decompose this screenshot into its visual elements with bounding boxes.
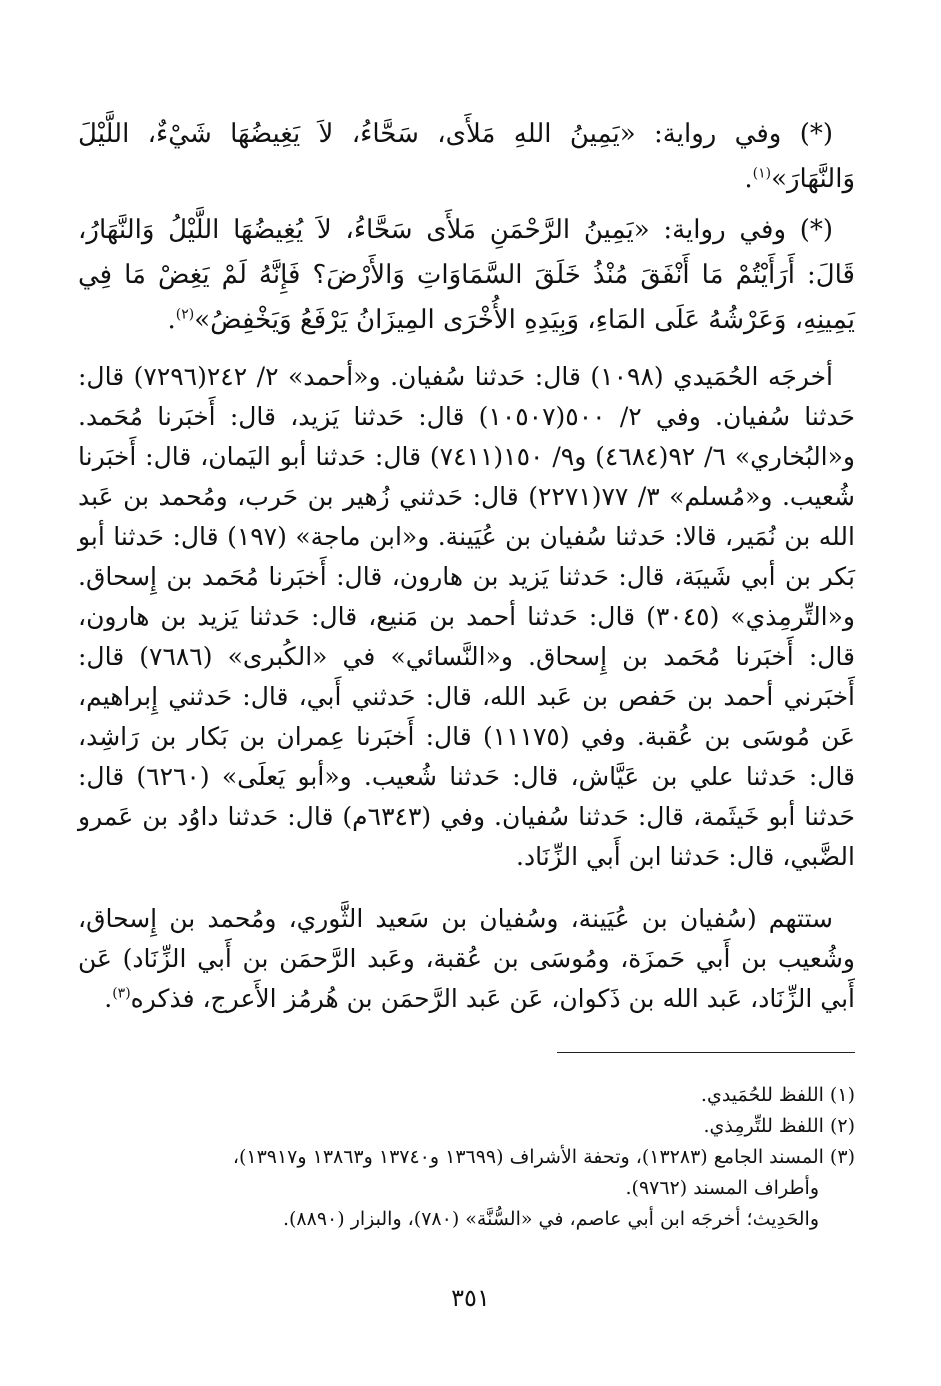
footnote-ref-3: (٣) [112, 985, 131, 1002]
narration-1: (*) وفي رواية: «يَمِينُ اللهِ مَلأَى، سَحَّاءُ، لاَ يَغِيضُهَا شَيْءٌ، اللَّيْلَ وَالنَّهَارَ»$^{(١)}$. [78, 119, 855, 194]
narration-2: (*) وفي رواية: «يَمِينُ الرَّحْمَنِ مَلأَى سَحَّاءُ، لاَ يُغِيضُهَا اللَّيْلُ وَالنَّهَارُ، قَالَ: أَرَأَيْتُمْ مَا أَنْفَقَ مُنْذُ خَلَقَ السَّمَاوَاتِ وَالأَرْضَ؟ فَإِنَّهُ لَمْ يَغِضْ مَا فِي يَمِينِهِ، وَعَرْشُهُ عَلَى المَاءِ، وَبِيَدِهِ الأُخْرَى المِيزَانُ يَرْفَعُ وَيَخْفِضُ»$^{(٢)}$. [78, 215, 855, 335]
narration-1-text: (*) وفي رواية: «يَمِينُ اللهِ مَلأَى، سَحَّاءُ، لاَ يَغِيضُهَا شَيْءٌ، اللَّيْلَ وَالنَّهَارَ» [78, 119, 855, 194]
footnote-separator [557, 1052, 855, 1053]
page-number: ٣٥١ [451, 1284, 490, 1312]
main-text [78, 112, 855, 1019]
isnad-summary-text: ستتهم (سُفيان بن عُيَينة، وسُفيان بن سَعيد الثَّوري، ومُحمد بن إِسحاق، وشُعيب بن أَبي حَمزَة، ومُوسَى بن عُقبة، وعَبد الرَّحمَن بن أَبي الزِّنَاد) عَن أَبي الزِّنَاد، عَبد الله بن ذَكوان، عَن عَبد الرَّحمَن بن هُرمُز الأَعرج، فذكره [78, 904, 855, 1013]
takhrij-paragraph: أخرجَه الحُمَيدي (١٠٩٨) قال: حَدثنا سُفيان. و«أحمد» ٢/ ٢٤٢(٧٢٩٦) قال: حَدثنا سُفيان. وفي ٢/ ٥٠٠(١٠٥٠٧) قال: حَدثنا يَزيد، قال: أَخبَرنا مُحَمد. و«البُخاري» ٦/ ٩٢(٤٦٨٤) و٩/ ١٥٠(٧٤١١) قال: حَدثنا أبو اليَمان، قال: أَخبَرنا شُعيب. و«مُسلم» ٣/ ٧٧(٢٢٧١) قال: حَدثني زُهير بن حَرب، ومُحمد بن عَبد الله بن نُمَير، قالا: حَدثنا سُفيان بن عُيَينة. و«ابن ماجة» (١٩٧) قال: حَدثنا أبو بَكر بن أبي شَيبَة، قال: حَدثنا يَزيد بن هارون، قال: أَخبَرنا مُحَمد بن إِسحاق. و«التِّرمِذي» (٣٠٤٥) قال: حَدثنا أحمد بن مَنيع، قال: حَدثنا يَزيد بن هارون، قال: أَخبَرنا مُحَمد بن إِسحاق. و«النَّسائي» في «الكُبرى» (٧٦٨٦) قال: أَخبَرني أحمد بن حَفص بن عَبد الله، قال: حَدثني أَبي، قال: حَدثني إِبراهيم، عَن مُوسَى بن عُقبة. وفي (١١١٧٥) قال: أَخبَرنا عِمران بن بَكار بن رَاشِد، قال: حَدثنا علي بن عَيَّاش، قال: حَدثنا شُعيب. و«أبو يَعلَى» (٦٢٦٠) قال: حَدثنا أبو خَيثَمة، قال: حَدثنا سُفيان. وفي (٦٣٤٣م) قال: حَدثنا داوُد بن عَمرو الضَّبي، قال: حَدثنا ابن أَبي الزِّنَاد. [78, 362, 855, 871]
footnote-ref-2: (٢) [175, 306, 195, 323]
footnotes [72, 1080, 855, 1235]
footnote-3-continuation: وأطراف المسند (٩٧٦٢). [625, 1177, 819, 1199]
isnad-summary-paragraph: ستتهم (سُفيان بن عُيَينة، وسُفيان بن سَعيد الثَّوري، ومُحمد بن إِسحاق، وشُعيب بن أَبي حَمزَة، ومُوسَى بن عُقبة، وعَبد الرَّحمَن بن أَبي الزِّنَاد) عَن أَبي الزِّنَاد، عَبد الله بن ذَكوان، عَن عَبد الرَّحمَن بن هُرمُز الأَعرج، فذكره$^{(٣)}$. [78, 904, 855, 1013]
footnote-3-hadith-note: والحَدِيث؛ أخرجَه ابن أبي عاصم، في «السُّنَّة» (٧٨٠)، والبزار (٨٨٩٠). [282, 1208, 819, 1230]
footnote-3: (٣) المسند الجامع (١٣٢٨٣)، وتحفة الأشراف (١٣٦٩٩ و١٣٧٤٠ و١٣٨٦٣ و١٣٩١٧)، [232, 1146, 855, 1168]
footnote-ref-1: (١) [752, 165, 772, 182]
footnote-1: (١) اللفظ للحُمَيدي. [700, 1084, 855, 1106]
footnote-2: (٢) اللفظ للتِّرمِذي. [703, 1115, 855, 1137]
narration-2-text: (*) وفي رواية: «يَمِينُ الرَّحْمَنِ مَلأَى سَحَّاءُ، لاَ يُغِيضُهَا اللَّيْلُ وَالنَّهَارُ، قَالَ: أَرَأَيْتُمْ مَا أَنْفَقَ مُنْذُ خَلَقَ السَّمَاوَاتِ وَالأَرْضَ؟ فَإِنَّهُ لَمْ يَغِضْ مَا فِي يَمِينِهِ، وَعَرْشُهُ عَلَى المَاءِ، وَبِيَدِهِ الأُخْرَى المِيزَانُ يَرْفَعُ وَيَخْفِضُ» [78, 215, 855, 335]
